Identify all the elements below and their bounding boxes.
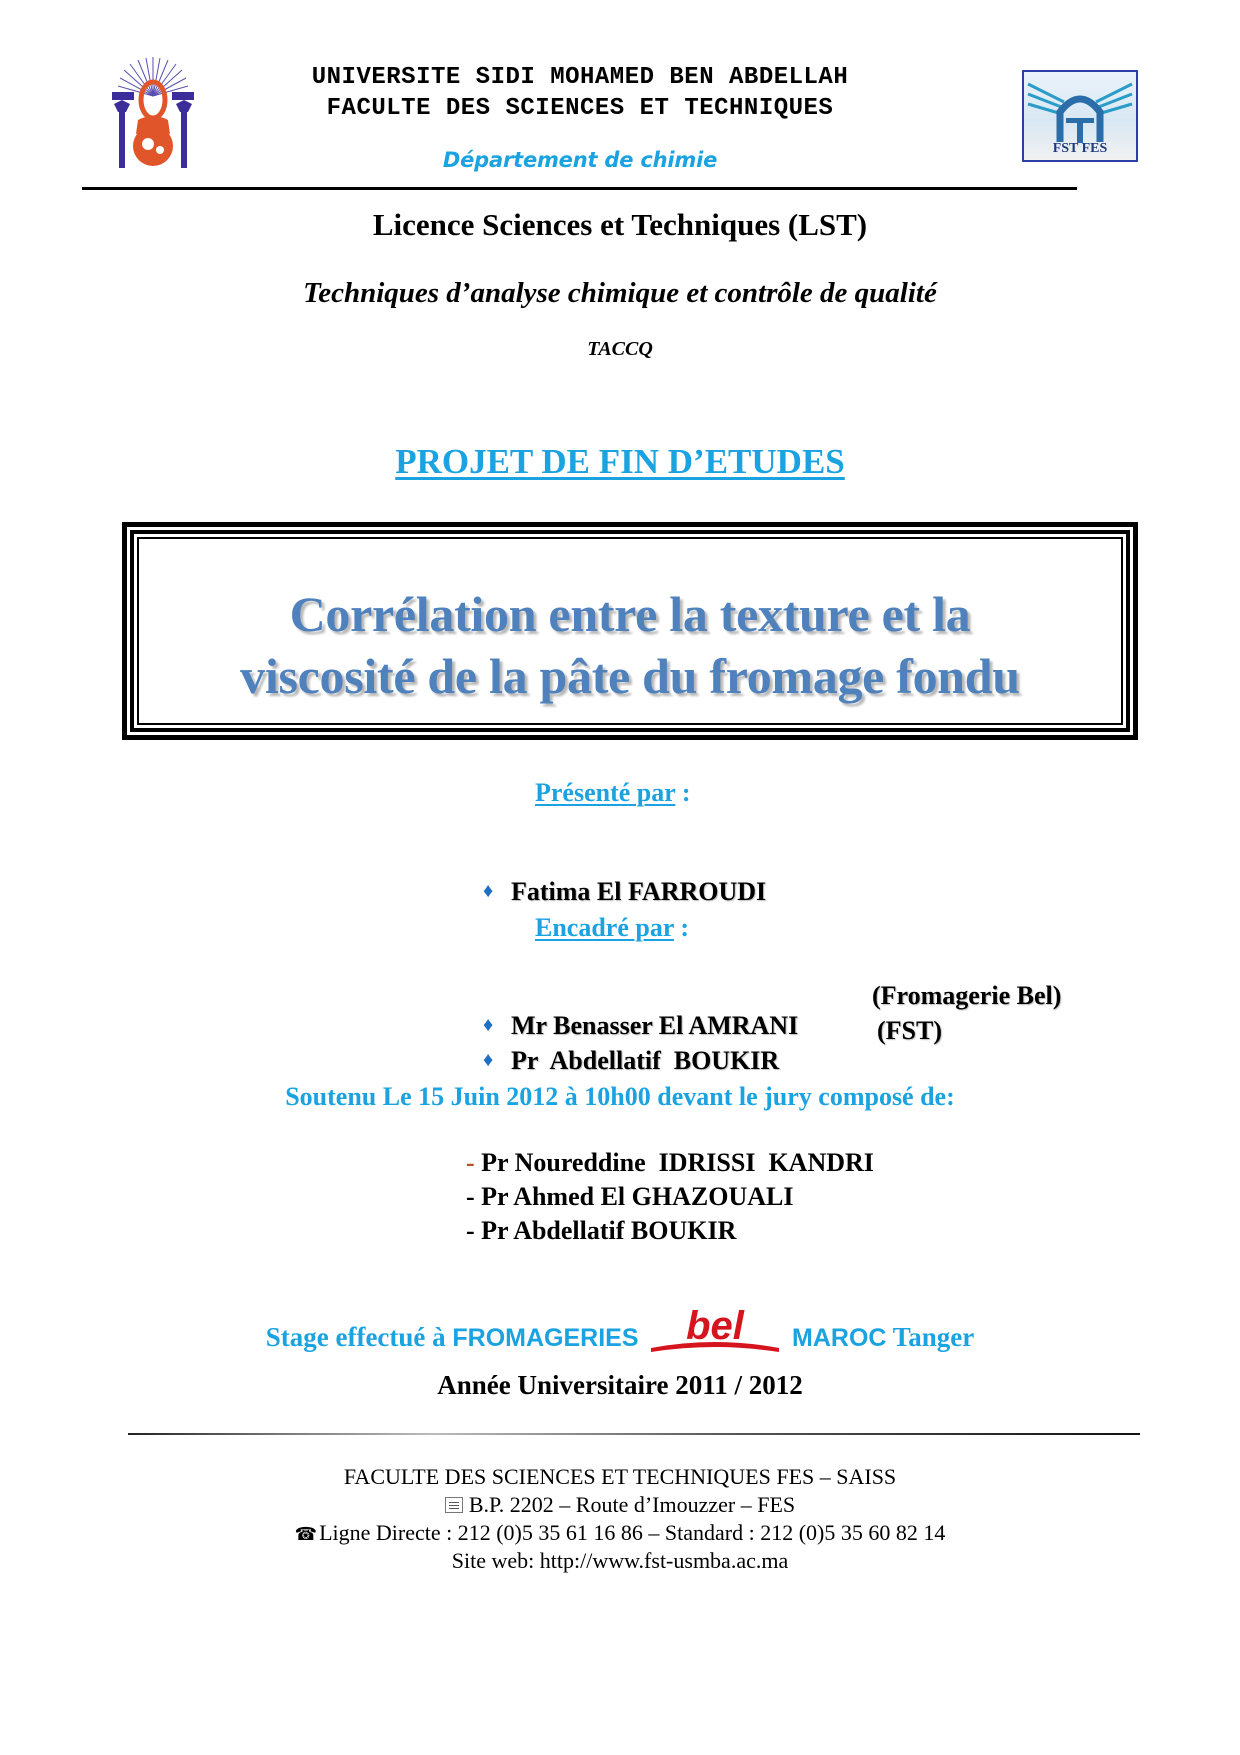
supervisor-affiliation: (Fromagerie Bel) xyxy=(872,981,1062,1010)
thesis-title xyxy=(127,583,1133,707)
degree-title: Licence Sciences et Techniques (LST) xyxy=(372,207,868,242)
footer-phones: ☎Ligne Directe : 212 (0)5 35 61 16 86 – Standard : 212 (0)5 35 60 82 14 xyxy=(294,1520,946,1545)
university-line-2: FACULTE DES SCIENCES ET TECHNIQUES xyxy=(326,95,834,122)
bel-logo xyxy=(647,1308,783,1354)
student-item xyxy=(470,847,766,907)
title-frame xyxy=(122,522,1138,740)
jury-member: - Pr Noureddine IDRISSI KANDRI xyxy=(466,1148,874,1177)
mailbox-icon xyxy=(445,1497,463,1513)
internship-line xyxy=(0,1308,1240,1354)
specialty-acronym: TACCQ xyxy=(587,338,653,360)
footer-divider xyxy=(128,1433,1140,1435)
diamond-bullet-icon: ♦ xyxy=(483,1049,494,1071)
supervised-by-heading: Encadré par : xyxy=(535,913,690,942)
supervisor-name: Mr Benasser El AMRANI xyxy=(511,1011,799,1040)
footer-website: Site web: http://www.fst-usmba.ac.ma xyxy=(451,1548,789,1573)
company-name-right: MAROC xyxy=(792,1324,887,1352)
svg-text:bel: bel xyxy=(686,1308,745,1348)
jury-member: - Pr Ahmed El GHAZOUALI xyxy=(466,1182,794,1211)
supervisor-item xyxy=(470,1016,779,1076)
thesis-title-line-1: Corrélation entre la texture et la xyxy=(289,586,971,642)
university-line-1: UNIVERSITE SIDI MOHAMED BEN ABDELLAH xyxy=(311,64,849,91)
internship-prefix: Stage effectué à xyxy=(265,1322,453,1352)
fst-fes-logo-text: FST FES xyxy=(1052,141,1108,156)
company-name-left: FROMAGERIES xyxy=(452,1324,639,1352)
presented-by-label: Présenté par xyxy=(535,778,676,807)
header-divider xyxy=(82,187,1077,190)
university-name xyxy=(0,62,1160,124)
student-name: Fatima El FARROUDI xyxy=(511,877,767,906)
supervised-by-label: Encadré par xyxy=(535,913,674,942)
supervisor-name: Pr Abdellatif BOUKIR xyxy=(511,1046,780,1075)
project-type-label: PROJET DE FIN D’ETUDES xyxy=(395,442,845,481)
defense-statement: Soutenu Le 15 Juin 2012 à 10h00 devant le jury composé de: xyxy=(285,1082,955,1111)
presented-by-heading: Présenté par : xyxy=(535,778,691,807)
specialty-title: Techniques d’analyse chimique et contrôle de qualité xyxy=(303,277,937,309)
diamond-bullet-icon: ♦ xyxy=(483,1014,494,1036)
supervisor-affiliation: (FST) xyxy=(877,1016,942,1045)
jury-member: - Pr Abdellatif BOUKIR xyxy=(466,1216,737,1245)
internship-city: Tanger xyxy=(886,1322,975,1352)
project-type-heading xyxy=(0,442,1240,482)
academic-year: Année Universitaire 2011 / 2012 xyxy=(437,1370,803,1400)
department-name: Département de chimie xyxy=(442,148,718,172)
thesis-title-line-2: viscosité de la pâte du fromage fondu xyxy=(240,648,1020,704)
footer-address: B.P. 2202 – Route d’Imouzzer – FES xyxy=(0,1491,1240,1519)
footer-institution: FACULTE DES SCIENCES ET TECHNIQUES FES – SAISS xyxy=(343,1464,897,1489)
diamond-bullet-icon: ♦ xyxy=(483,880,494,902)
telephone-icon: ☎ xyxy=(294,1524,318,1544)
